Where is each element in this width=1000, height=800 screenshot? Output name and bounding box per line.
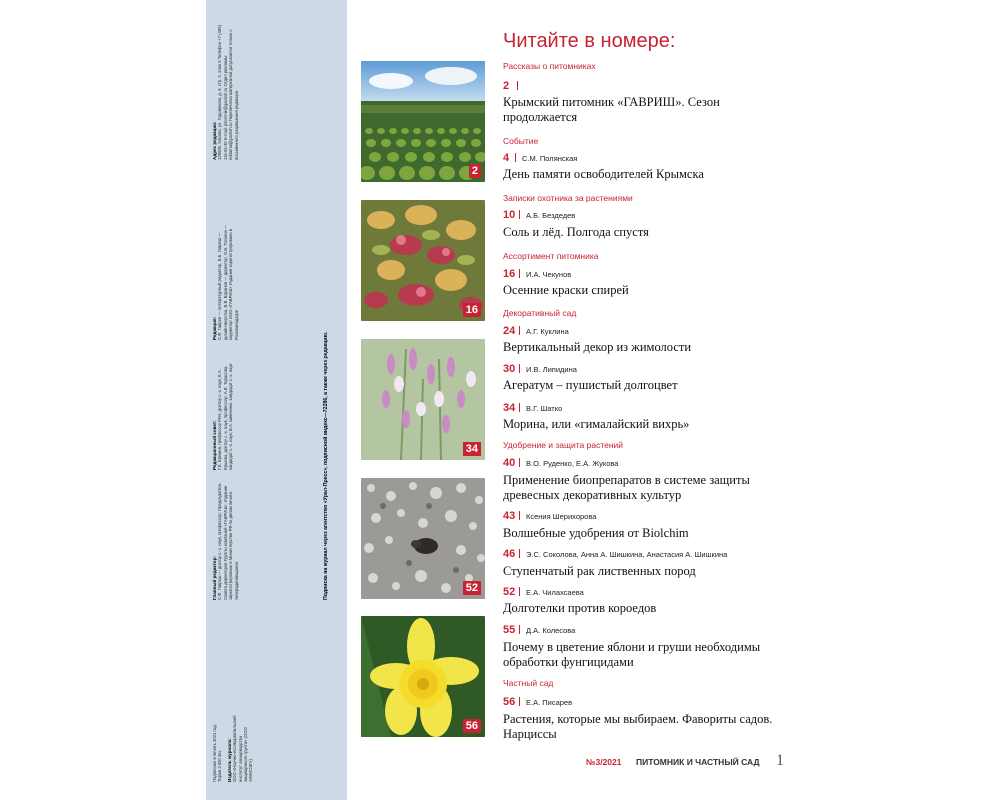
publisher-text: ООО «Научно-исследовательский институт овощеводства защищенного грунта» (ООО «НИИОЗГ») [232,715,254,782]
article-author: Э.С. Соколова, Анна А. Шишкина, Анастасия А. Шишкина [526,550,728,559]
photo-morina [361,339,485,460]
photo-page-badge: 34 [463,442,481,456]
article-title[interactable]: Вертикальный декор из жимолости [503,340,692,354]
section-label: Рассказы о питомниках [503,61,596,71]
chief-editor-heading: Главный редактор: [212,556,217,600]
section-label: Записки охотника за растениями [503,193,633,203]
separator [515,153,516,162]
article-author: А.Г. Куклина [526,327,569,336]
chief-editor-text: С.Ф. Гавриш — доктор с.-х. наук, профессор. Председатель Совета директоров Группы компаний «ГАВРИШ». Издание зарегистрировано в Министерстве РФ по делам печати, телерадиовещания. [217,483,239,600]
article-title[interactable]: Применение биопрепаратов в системе защиты древесных декоративных культур [503,473,750,502]
editorial-board-heading: Редакционный совет: [212,420,217,470]
article-page-number: 40 [503,457,516,469]
article-author: И.В. Липидина [526,365,577,374]
separator [519,625,520,634]
article-page-number: 55 [503,624,516,636]
article-page-number: 34 [503,402,516,414]
separator [519,458,520,467]
address-heading: Адрес редакции: [212,121,217,160]
address-block [212,25,239,160]
separator [519,326,520,335]
photo-greenhouse [361,61,485,182]
separator [519,697,520,706]
article-page-number: 24 [503,325,516,337]
separator [519,269,520,278]
separator [519,210,520,219]
chief-editor-block [212,480,239,600]
article-page-number: 56 [503,696,516,708]
address-text: 129085, Москва, ул. Годовикова, д. 9, стр. 2, этаж 5 Телефон +7 (495) 116-54-30 E-mail: pitomnik@gavrish.ru Отдел рекламы: reklama@gavrish.ru Перепечатка материалов допускается только с письменного разрешения редакции. [217,25,239,160]
masthead-rotated-text [206,10,347,790]
separator [519,364,520,373]
publisher-block [212,712,254,782]
editorial-heading: Редакция: [212,316,217,340]
article-page-number: 52 [503,586,516,598]
article-title[interactable]: Крымский питомник «ГАВРИШ». Сезон продолжается [503,95,720,124]
article-page-number: 43 [503,510,516,522]
photo-page-badge: 56 [463,719,481,733]
section-label: Частный сад [503,678,554,688]
toc-title: Читайте в номере: [503,30,676,52]
photo-page-badge: 2 [469,164,481,178]
article-author: Д.А. Колесова [526,626,576,635]
separator [519,587,520,596]
article-title[interactable]: Почему в цветение яблони и груши необходимы обработки фунгицидами [503,640,761,669]
editorial-board-block [212,355,234,470]
masthead-sidebar [206,0,347,800]
section-label: Событие [503,136,539,146]
section-label: Ассортимент питомника [503,251,599,261]
editorial-block [212,220,239,340]
article-title[interactable]: Соль и лёд. Полгода спустя [503,225,649,239]
photo-bark-beetle [361,478,485,599]
article-author: Е.А. Чилахсаева [526,588,584,597]
photo-narcissus [361,616,485,737]
photo-page-badge: 16 [463,303,481,317]
article-title[interactable]: Агератум – пушистый долгоцвет [503,378,678,392]
article-title[interactable]: Растения, которые мы выбираем. Фавориты садов. Нарциссы [503,712,773,741]
photo-page-badge: 52 [463,581,481,595]
article-author: В.Г. Шатко [526,404,563,413]
article-title[interactable]: Долготелки против короедов [503,601,657,615]
separator [519,549,520,558]
editorial-board-text: Г.Е. Еремин, профессор РАН, доктор с.-х. наук; Е.А. Ершова, доктор с.-х. наук, профессор; А.В. Тарасова, кандидат с.-х. наук; В.А. Шевченко, кандидат с.-х. наук [217,363,234,470]
article-author: В.О. Руденко, Е.А. Жукова [526,459,619,468]
article-title[interactable]: Волшебные удобрения от Biolchim [503,526,689,540]
publisher-heading: Издатель журнала: [226,738,232,782]
section-label: Декоративный сад [503,308,577,318]
article-title[interactable]: День памяти освободителей Крымска [503,167,704,181]
article-author: Ксения Шерихорова [526,512,597,521]
article-author: А.Б. Бездедев [526,211,576,220]
separator [519,511,520,520]
photo-spirea [361,200,485,321]
journal-name: ПИТОМНИК И ЧАСТНЫЙ САД [636,757,760,767]
separator [519,403,520,412]
editorial-text: С.Ф. Гаврии — литературный редактор, Е.Б. Гавриш — дизайн-верстка, В.В. Баранов — директор, О.В. Тоскина — корректор ООО «ГАВРИШ» Издание зарегистрировано в Роскомнадзоре [217,224,239,340]
subscription-note: Подписка на журнал через агентство «Урал-Пресс», подписной индекс—72286, а также через редакцию. [323,331,329,600]
article-page-number: 10 [503,209,516,221]
print-info: Подписано в печать 2021 год. Тираж 3 000 экз. [212,724,223,782]
section-label: Удобрение и защита растений [503,440,624,450]
separator [517,81,518,90]
article-page-number: 30 [503,363,516,375]
article-page-number: 46 [503,548,516,560]
article-title[interactable]: Осенние краски спирей [503,283,629,297]
article-page-number: 2 [503,80,510,92]
article-page-number: 4 [503,152,510,164]
article-title[interactable]: Ступенчатый рак лиственных пород [503,564,696,578]
article-author: И.А. Чекунов [526,270,572,279]
greenhouse-image [361,61,485,182]
article-page-number: 16 [503,268,516,280]
article-author: Е.А. Писарев [526,698,573,707]
article-title[interactable]: Морина, или «гималайский вихрь» [503,417,690,431]
issue-number: №3/2021 [586,757,622,767]
article-author: С.М. Полянская [522,154,578,163]
page-number: 1 [776,752,784,769]
